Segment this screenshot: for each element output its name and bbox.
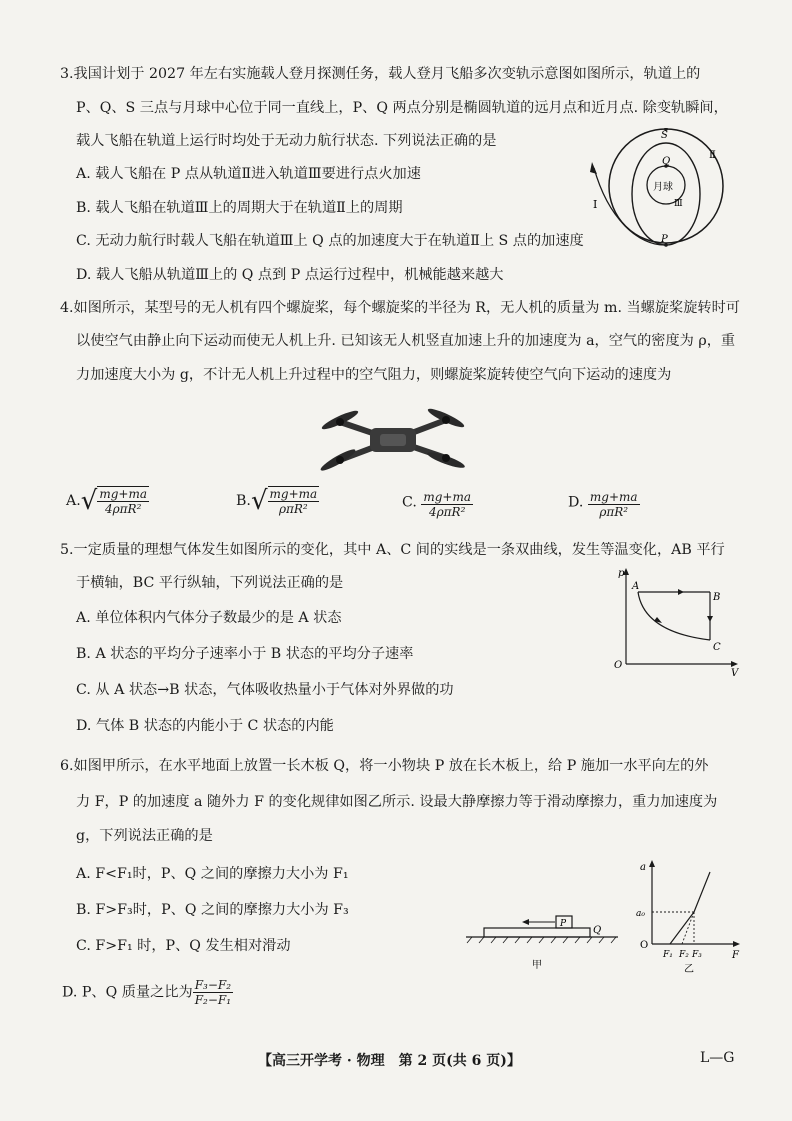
q6-option-c: C. F>F₁ 时，P、Q 发生相对滑动 (76, 938, 291, 954)
q6-option-b: B. F>F₃时，P、Q 之间的摩擦力大小为 F₃ (76, 902, 349, 918)
q5-axis-v: V (731, 668, 739, 676)
q5-option-b: B. A 状态的平均分子速率小于 B 状态的平均分子速率 (76, 646, 414, 662)
q6-option-a: A. F<F₁时，P、Q 之间的摩擦力大小为 F₁ (76, 866, 349, 882)
q6-yi-origin: O (640, 940, 649, 951)
q6-yi-axis-f: F (732, 950, 739, 961)
q3-label-s: S (661, 130, 668, 141)
q5-label-c: C (713, 642, 721, 653)
q6-stem-line2: 力 F，P 的加速度 a 随外力 F 的变化规律如图乙所示. 设最大静摩擦力等于滑动摩擦力，重力加速度为 (76, 794, 718, 810)
q5-origin: O (614, 660, 623, 671)
q4-stem-line3: 力加速度大小为 g，不计无人机上升过程中的空气阻力，则螺旋桨旋转使空气向下运动的速度为 (76, 367, 672, 383)
q3-label-moon: 月球 (653, 182, 673, 193)
q5-option-c: C. 从 A 状态→B 状态，气体吸收热量小于气体对外界做的功 (76, 682, 454, 698)
q5-stem-line2: 于横轴，BC 平行纵轴，下列说法正确的是 (76, 575, 344, 591)
q6-yi-caption: 乙 (684, 964, 694, 975)
q4-option-d: D. $\frac{mg+ma}{\text{ρπR²}}$ (568, 490, 638, 519)
q6-jia-caption: 甲 (532, 960, 542, 971)
q5-axis-p: p (618, 568, 625, 579)
q3-option-d: D. 载人飞船从轨道Ⅲ上的 Q 点到 P 点运行过程中，机械能越来越大 (76, 267, 504, 283)
q6-jia-label-q: Q (593, 925, 602, 936)
q4-option-b: B.√ $\frac{mg+ma}{\text{ρπR²}}$ (236, 486, 318, 516)
q3-stem-line3: 载人飞船在轨道上运行时均处于无动力航行状态. 下列说法正确的是 (76, 133, 497, 149)
q6-jia-label-p: P (560, 919, 567, 929)
q3-option-c: C. 无动力航行时载人飞船在轨道Ⅲ上 Q 点的加速度大于在轨道Ⅱ上 S 点的加速度 (76, 233, 584, 249)
q5-pv-diagram (610, 566, 740, 676)
q6-yi-axis-a: a (640, 862, 646, 873)
q5-label-b: B (713, 592, 721, 603)
q6-figure-yi (634, 856, 744, 982)
q3-orbit-figure (588, 128, 788, 276)
q3-label-q: Q (662, 156, 671, 167)
q6-figure-jia (462, 906, 622, 982)
q6-stem-line1: 6.如图甲所示，在水平地面上放置一长木板 Q，将一小物块 P 放在长木板上，给 P 施加一水平向左的外 (60, 758, 709, 774)
paper-code: L—G (700, 1050, 735, 1066)
q3-stem-line1: 3.我国计划于 2027 年左右实施载人登月探测任务，载人登月飞船多次变轨示意图如图所示，轨道上的 (60, 66, 701, 82)
q4-stem-line1: 4.如图所示，某型号的无人机有四个螺旋桨，每个螺旋桨的半径为 R，无人机的质量为 m. 当螺旋桨旋转时可 (60, 300, 740, 316)
q5-label-a: A (632, 581, 640, 592)
q5-stem-line1: 5.一定质量的理想气体发生如图所示的变化，其中 A、C 间的实线是一条双曲线，发生等温变化，AB 平行 (60, 542, 725, 558)
q3-option-a: A. 载人飞船在 P 点从轨道Ⅱ进入轨道Ⅲ要进行点火加速 (76, 166, 421, 182)
q3-option-b: B. 载人飞船在轨道Ⅲ上的周期大于在轨道Ⅱ上的周期 (76, 200, 403, 216)
q3-label-p: P (661, 234, 668, 245)
q6-yi-label-a0: a₀ (636, 909, 645, 919)
q5-option-d: D. 气体 B 状态的内能小于 C 状态的内能 (76, 718, 334, 734)
q4-option-a: A.√ $\frac{mg+ma}{\text{4ρπR²}}$ (66, 486, 147, 516)
q6-stem-line3: g，下列说法正确的是 (76, 828, 213, 844)
q6-yi-tick-f1: F₁ (663, 950, 673, 960)
q4-drone-image (318, 400, 468, 480)
q3-label-orbit-i: Ⅰ (593, 198, 598, 211)
q4-option-c: C. $\frac{mg+ma}{\text{4ρπR²}}$ (402, 490, 472, 519)
q6-yi-tick-f2: F₂ (679, 950, 689, 960)
q3-stem-line2: P、Q、S 三点与月球中心位于同一直线上，P、Q 两点分别是椭圆轨道的远月点和近月点. 除变轨瞬间， (76, 100, 728, 116)
page-footer: 【高三开学考 · 物理 第 2 页(共 6 页)】 (258, 1053, 521, 1069)
q6-option-d: D. P、Q 质量之比为 $\frac{\text{F₃−F₂}}{\text{F₂−F₁}}$ (62, 978, 232, 1007)
q4-stem-line2: 以使空气由静止向下运动而使无人机上升. 已知该无人机竖直加速上升的加速度为 a，空气的密度为 ρ，重 (76, 333, 736, 349)
q3-label-orbit-iii: Ⅲ (674, 199, 683, 209)
q3-label-orbit-ii: Ⅱ (709, 150, 716, 161)
q6-yi-tick-f3: F₃ (692, 950, 702, 960)
q5-option-a: A. 单位体积内气体分子数最少的是 A 状态 (76, 610, 342, 626)
